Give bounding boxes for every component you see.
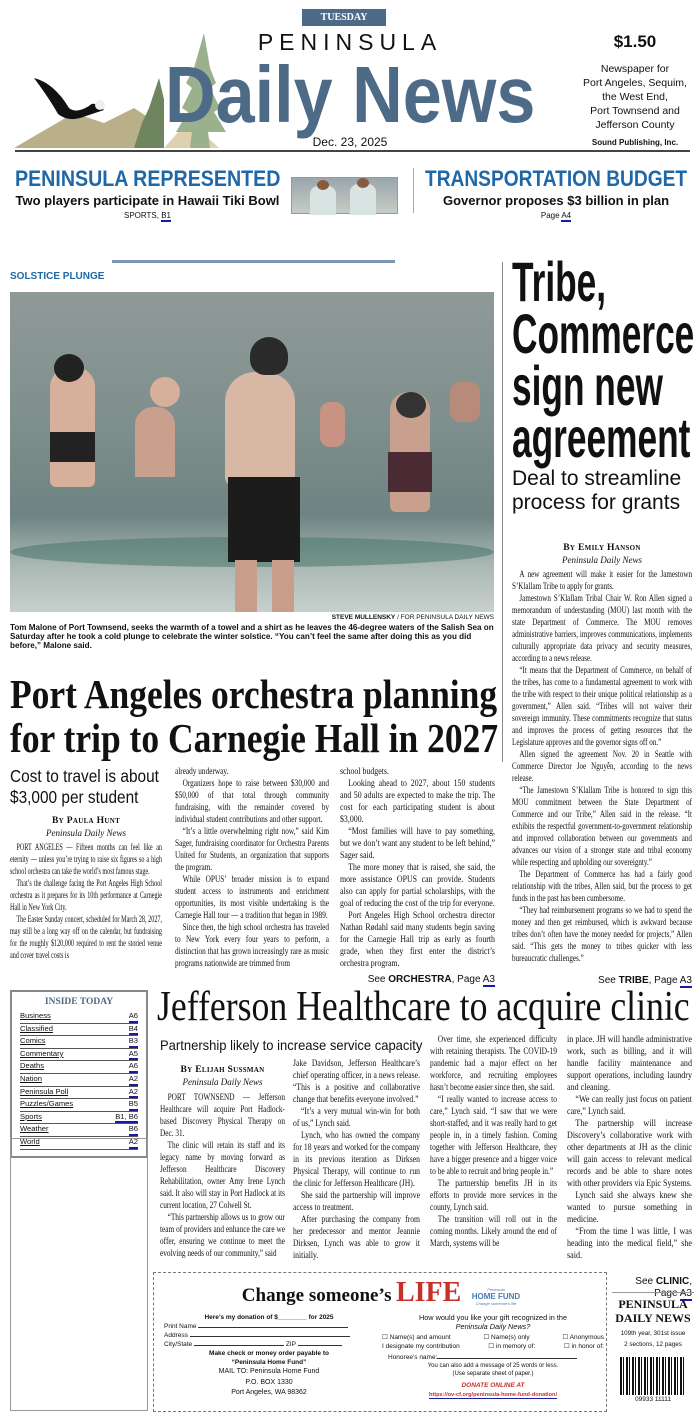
price: $1.50 <box>613 32 657 51</box>
clinic-column-1: PORT TOWNSEND — Jefferson Healthcare will acquire Port Hadlock-based Discovery Physical Therapy on Dec. 31. The clinic will retain its staff and its legacy name by moving forward as Jefferson Healthcare Discovery Rehabilitation, owner Amy Irene Lynch said. It also will stay in Port Hadlock at its current location, 27 Colwell St. “This partnership allows us to grow our team of providers and enhance the care we offer, ensuring we continue to meet the evolving needs of our community,” said <box>160 1092 285 1259</box>
donate-link[interactable]: https://ov-cf.org/peninsula-home-fund-donation/ <box>428 1392 558 1398</box>
orchestra-deck: Cost to travel is about $3,000 per student <box>10 766 159 807</box>
tribe-byline: By Emily Hanson Peninsula Daily News <box>562 542 642 565</box>
clinic-column-3: Over time, she experienced difficulty with retaining therapists. The COVID-19 pandemic had a major effect on her workforce, and recruiting employees hasn’t become easier since then, she said. “I really wanted to increase access to care,” Lynch said. “I saw that we were short-staffed, and it was really hard to get people in, in a timely fashion. Coming together with Jefferson Healthcare, they have a bigger presence and a bigger voice to be able to recruit and bring people in.” The partnership benefits JH in its efforts to provide more services in the county, Lynch said. The transition will roll out in the coming months. Likely around the end of March, systems will be <box>430 1034 557 1249</box>
index-item[interactable]: Weather B6 <box>20 1124 138 1137</box>
page-ref-link[interactable]: A3 <box>482 974 495 985</box>
index-item[interactable]: Puzzles/Games B5 <box>20 1099 138 1112</box>
blank-ad-space <box>10 1138 148 1411</box>
masthead-name-main: Daily News <box>165 50 536 139</box>
orchestra-column-2: already underway. Organizers hope to raise between $30,000 and $50,000 of that total through community fundraising, with the remainder covered by individual student contributions and other support. “It’s a little overwhelming right now,” said Kim Sager, fundraising coordinator for Orchestra Parents United for Students, an organization that supports the program. While OPUS’ broader mission is to expand student access to instruments and enrichment opportunities, its most visible undertaking is the Carnegie Hall tour — a tradition that began in 1989. Since then, the high school orchestra has traveled to New York every four years to perform, a distinction that has grown increasingly rare as music programs nationwide are trimmed from <box>175 766 329 969</box>
solstice-photo <box>10 292 494 612</box>
photo-caption: Tom Malone of Port Townsend, seeks the warmth of a towel and a shirt as he leaves the 46-degree waters of the Salish Sea on Saturday after he took a cold plunge to celebrate the winter solstice. “You can’t feel the same after doing this as you did before,” Malone said. <box>10 623 494 650</box>
orchestra-byline: By Paula Hunt Peninsula Daily News <box>46 815 126 838</box>
photo-credit: STEVE MULLENSKY / FOR PENINSULA DAILY NEWS <box>331 614 494 621</box>
home-fund-ad: Change someone’s LIFE Peninsula HOME FUND Change someone's life Here’s my donation of $________ for 2025 Print Name Address City/State ZIP Make check or money order payable to “Peninsula Home Fund” MAIL TO: Peninsula Home Fund P.O. BOX 1330 Port Angeles, WA 98362 How would you like your gift recognized in the Peninsula Daily News? ☐ Name(s) and amount ☐ Name(s) only ☐ Anonymous I designate my contribution ☐ in memory of: ☐ in honor of: Honoree’s name: You can also add a message of 25 words or less. (Use separate sheet of paper.) DONATE ONLINE AT https://ov-cf.org/peninsula-home-fund-donation/ <box>153 1272 607 1412</box>
issue-date: Dec. 23, 2025 <box>312 135 388 149</box>
page-ref-link[interactable]: B1 <box>161 211 171 220</box>
tribe-article: A new agreement will make it easier for the Jamestown S’Klallam Tribe to apply for grants. Jamestown S’Klallam Tribal Chair W. Ron Allen signed a memorandum of understanding (MOU) last month with the state Department of Commerce. The MOU removes administrative barriers, improves communications, implements culturally appropriate data privacy and security measures, according to a news release. “It means that the Department of Commerce, on behalf of the tribes, has come to a fundamental agreement to work with the tribe with respect to their unique political relationship as a government,” Allen said. “Tribes will not waiver their sovereign immunity. These commitments recognize that status and improves the process of getting resources that the Legislature approves and the governor signs off on.” Allen signed the agreement Nov. 20 in Seattle with Commerce Director Joe Nguyễn, according to the news release. “The Jamestown S’Klallam Tribe is honored to sign this MOU commitment between the State Department of Commerce and our Tribe,” Allen said in the release. “It exhibits the respectful government-to-government relationship and improved collaboration between our governments and advances our vision of a stronger state and tribal economy while respecting and upholding our sovereignty.” The Department of Commerce has had a fairly good relationship with the tribes, Allen said, but the process to get funds in the past has been cumbersome. “They had reimbursement programs so we had to spend the money and then get reimbursed, which is awkward because tribes don’t often have the money needed for projects,” Allen said. “This gets the money to tribes quicker with less bureaucratic challenges.” <box>512 569 692 964</box>
page-ref-link[interactable]: A4 <box>561 211 572 220</box>
inside-today-title: INSIDE TODAY <box>44 997 114 1007</box>
clinic-byline: By Elijah Sussman Peninsula Daily News <box>180 1064 265 1087</box>
index-item[interactable]: Peninsula Poll A2 <box>20 1087 138 1100</box>
teaser-headline: Governor proposes $3 billion in plan <box>443 193 670 208</box>
teaser-sports[interactable]: PENINSULA REPRESENTED Two players participate in Hawaii Tiki Bowl SPORTS, B1 <box>15 166 281 220</box>
index-item[interactable]: Commentary A5 <box>20 1049 138 1062</box>
clinic-jump[interactable]: See CLINIC, Page A3 <box>635 1276 692 1299</box>
section-rule <box>112 260 395 263</box>
clinic-headline: Jefferson Healthcare to acquire clinic <box>157 984 690 1030</box>
index-item[interactable]: Nation A2 <box>20 1074 138 1087</box>
orchestra-headline: Port Angeles orchestra planning for trip to Carnegie Hall in 2027 <box>10 671 499 761</box>
index-item[interactable]: Sports B1, B6 <box>20 1112 138 1125</box>
teaser-photo <box>291 177 398 214</box>
teaser-divider <box>413 168 414 213</box>
page-ref-link[interactable]: A3 <box>679 1288 692 1299</box>
publisher: Sound Publishing, Inc. <box>591 138 679 147</box>
inside-today-box <box>10 990 148 1158</box>
checkbox-option[interactable]: ☐ Name(s) only <box>483 1334 530 1341</box>
clinic-column-2: Jake Davidson, Jefferson Healthcare’s chief operating officer, in a news release. “This is a positive and collaborative change that benefits everyone involved.” “It’s a very mutual win-win for both of us,” Lynch said. Lynch, who has owned the company for 18 years and worked for the company in its previous iteration as Dirksen Physical Therapy, will continue to run the clinic for Jefferson Healthcare (JH). She said the partnership will improve access to treatment. After purchasing the company from her predecessor and mentor Jeannie Dirksen, Lynch was able to grow it initially. <box>293 1058 420 1261</box>
masthead-name-top: PENINSULA <box>257 29 443 55</box>
column-divider <box>502 262 503 762</box>
orchestra-column-3: school budgets. Looking ahead to 2027, about 150 students and 50 adults are expected to make the trip. The cost for each participating student is about $3,000. “Most families will have to pay something, but we don’t want any student to be left behind,” Sager said. The more money that is raised, she said, the more assistance OPUS can provide. Students also can apply for partial scholarships, with the goal of reducing the cost of the trip for everyone. Port Angeles High School orchestra director Nathan Rødahl said many students begin saving for the Carnegie Hall trip as early as fourth grade, when they first enter the district’s orchestra program. <box>340 766 495 969</box>
teaser-headline: Two players participate in Hawaii Tiki Bowl <box>15 193 280 208</box>
tribe-deck: Deal to streamline process for grants <box>512 467 682 514</box>
barcode <box>620 1357 686 1395</box>
tribe-jump[interactable]: See TRIBE, Page A3 <box>598 975 692 986</box>
checkbox-option[interactable]: ☐ in honor of: <box>563 1343 604 1350</box>
masthead-rule <box>15 150 690 152</box>
photo-label: SOLSTICE PLUNGE <box>10 271 105 282</box>
masthead-art <box>14 28 164 150</box>
clinic-deck: Partnership likely to increase service capacity <box>160 1037 423 1053</box>
checkbox-option[interactable]: ☐ Anonymous <box>562 1334 604 1341</box>
index-item[interactable]: Business A6 <box>20 1011 138 1024</box>
index-item[interactable]: Deaths A6 <box>20 1061 138 1074</box>
teaser-kicker: PENINSULA REPRESENTED <box>15 166 281 191</box>
orchestra-column-1: PORT ANGELES — Fifteen months can feel like an eternity — unless you’re trying to raise six figures so a high school orchestra can take the world’s most famous stage. That’s the challenge facing the Port Angeles High School orchestra as it prepares for its 10th performance at Carnegie Hall in New York City. The Easter Sunday concert, scheduled for March 28, 2027, may still be a long way off on the calendar, but fundraising for the roughly $120,000 required to rent the storied venue and cover travel costs is <box>10 842 163 961</box>
index-item[interactable]: Classified B4 <box>20 1024 138 1037</box>
coverage-area: Newspaper for Port Angeles, Sequim, the West End, Port Townsend and Jefferson County <box>583 63 687 131</box>
teaser-kicker: TRANSPORTATION BUDGET <box>425 166 688 191</box>
checkbox-option[interactable]: ☐ in memory of: <box>488 1343 536 1350</box>
clinic-column-4: in place. JH will handle administrative work, such as billing, and it will handle facility maintenance and support operations, including laundry and cleaning. “We can really just focus on patient care,” Lynch said. The partnership will increase Discovery’s collaborative work with other departments at JH as the clinic will gain access to relevant medical records and be able to share notes with other providers via Epic Systems. Lynch said she always knew she wanted to pursue something in medicine. “From the time I was little, I was heading into the medical field,” she said. <box>567 1034 692 1261</box>
checkbox-option[interactable]: ☐ Name(s) and amount <box>382 1334 451 1341</box>
day-badge: TUESDAY <box>302 9 386 26</box>
index-item[interactable]: World A2 <box>20 1137 138 1150</box>
issue-box: PENINSULA DAILY NEWS 109th year, 301st issue 2 sections, 12 pages 09933 11111 <box>612 1292 694 1416</box>
home-fund-logo: Peninsula HOME FUND Change someone's life <box>471 1287 521 1307</box>
page-ref-link[interactable]: A3 <box>679 975 692 986</box>
tribe-headline: Tribe, Commerce sign new agreement <box>512 250 695 469</box>
orchestra-jump[interactable]: See ORCHESTRA, Page A3 <box>367 974 495 985</box>
teaser-budget[interactable]: TRANSPORTATION BUDGET Governor proposes $3 billion in plan Page A4 <box>425 166 688 220</box>
index-item[interactable]: Comics B3 <box>20 1036 138 1049</box>
